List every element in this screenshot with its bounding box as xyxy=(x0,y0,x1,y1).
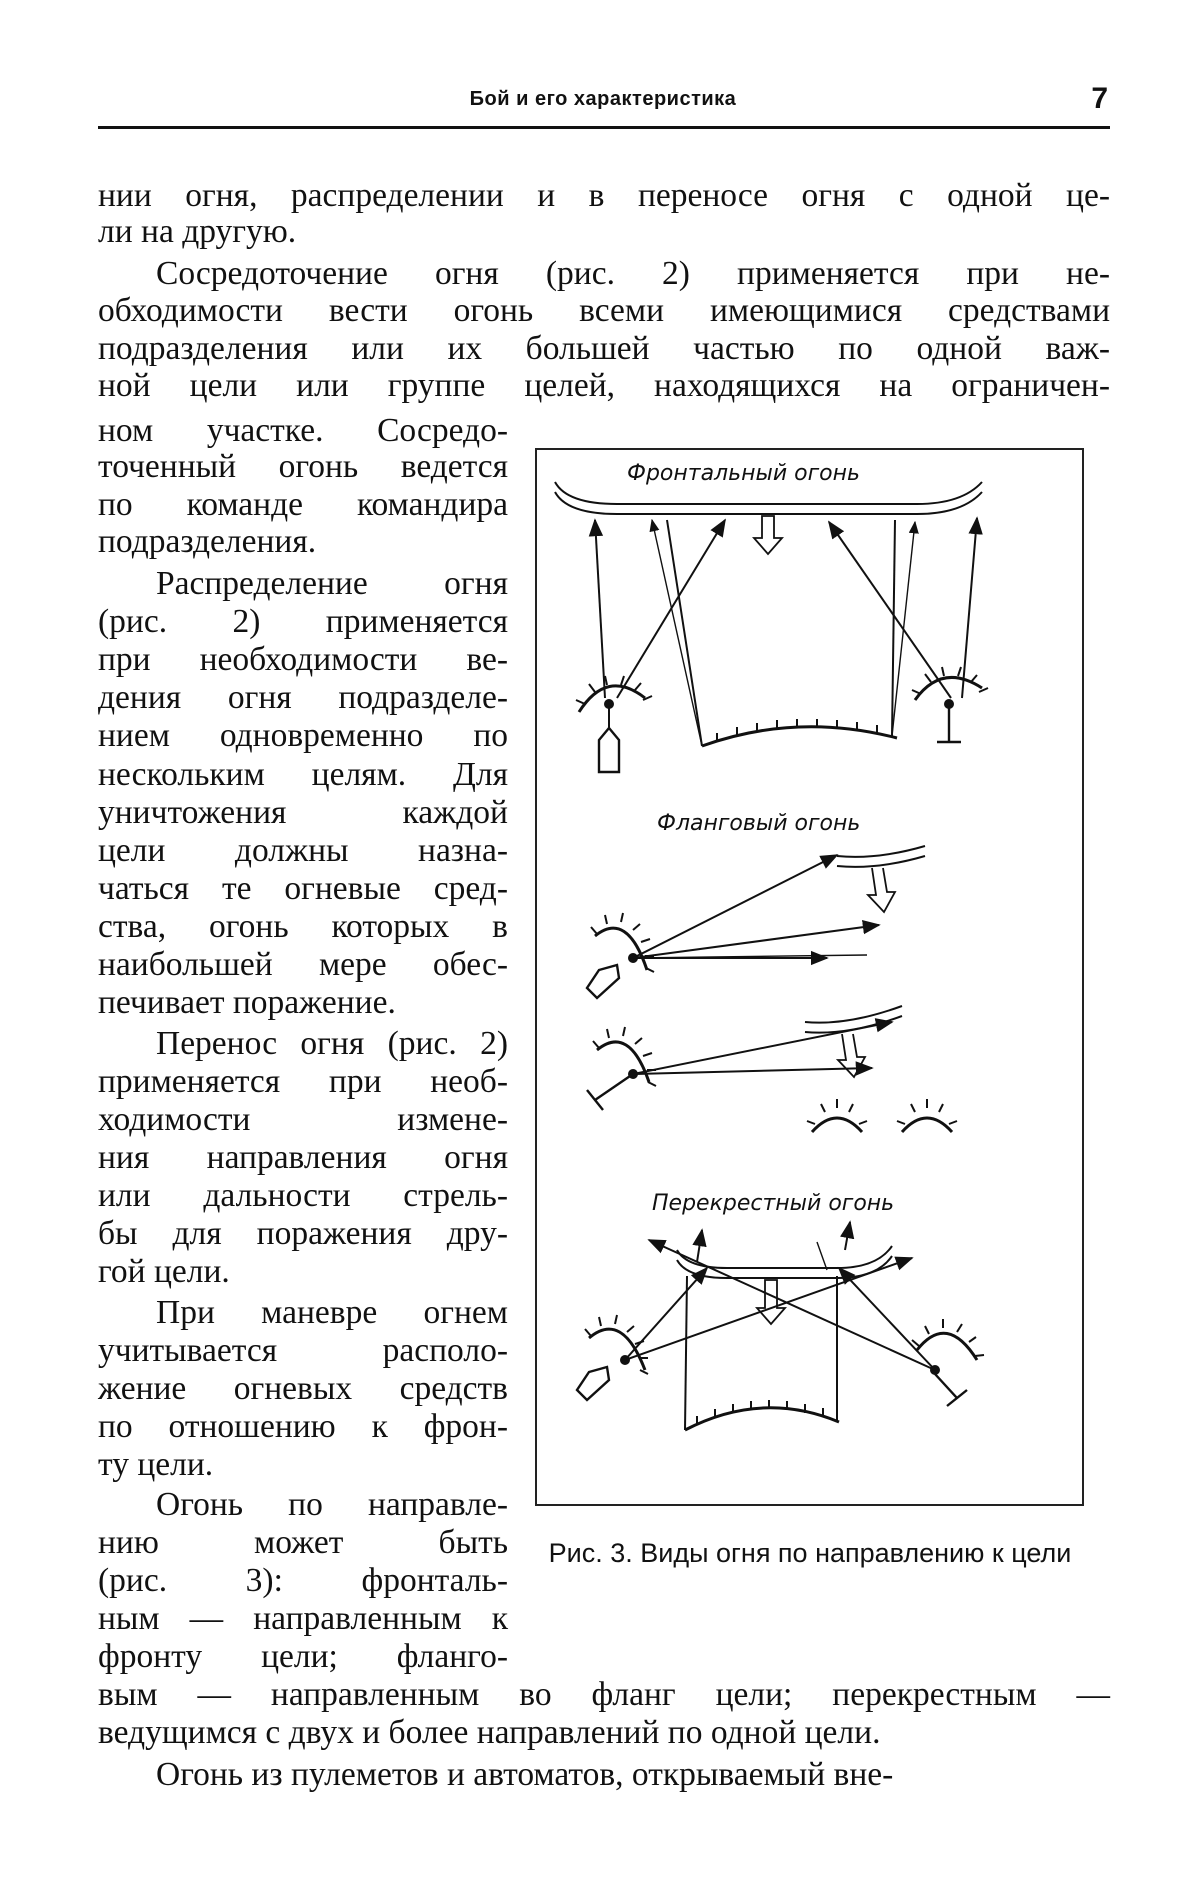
text-line: подразделения или их большей частью по одной важ- xyxy=(98,330,1110,367)
figure-3-frame xyxy=(535,448,1084,1506)
trench-arc xyxy=(702,727,897,746)
enemy-position-arc xyxy=(902,1118,952,1132)
text-line: Огонь по направле- xyxy=(156,1486,508,1523)
machine-gun-icon xyxy=(947,1390,967,1406)
text-line: гой цели. xyxy=(98,1253,230,1290)
text-line: уничтожения каждой xyxy=(98,794,508,831)
text-line: жение огневых средств xyxy=(98,1370,508,1407)
crossfire-panel xyxy=(577,1191,984,1430)
text-line: цели должны назна- xyxy=(98,832,508,869)
text-line: печивает поражение. xyxy=(98,984,396,1021)
frontal-fire-panel xyxy=(555,461,988,772)
text-line: при необходимости ве- xyxy=(98,641,508,678)
figure-label: Перекрестный огонь xyxy=(652,1191,895,1216)
text-line: ным — направленным к xyxy=(98,1600,508,1637)
text-line: или дальности стрель- xyxy=(98,1177,508,1214)
hollow-arrow-icon xyxy=(868,868,895,912)
enemy-position-arc xyxy=(812,1118,862,1132)
text-line: Сосредоточение огня (рис. 2) применяется при не- xyxy=(156,255,1110,292)
text-line: учитывается располо- xyxy=(98,1332,508,1369)
text-line: Распределение огня xyxy=(156,565,508,602)
text-line: ном участке. Сосредо- xyxy=(98,412,508,449)
tank-icon xyxy=(577,1367,609,1400)
text-line: ства, огонь которых в xyxy=(98,908,508,945)
text-line: вым — направленным во фланг цели; перекрестным — xyxy=(98,1676,1110,1713)
text-line: ведущимся с двух и более направлений по одной цели. xyxy=(98,1714,881,1751)
figure-3-diagram xyxy=(537,450,1082,1504)
header-rule xyxy=(98,126,1110,129)
text-line: точенный огонь ведется xyxy=(98,448,508,485)
text-line: наибольшей мере обес- xyxy=(98,946,508,983)
text-line: фронту цели; фланго- xyxy=(98,1638,508,1675)
running-head xyxy=(98,82,1108,122)
text-line: по команде командира xyxy=(98,486,508,523)
hollow-arrow-icon xyxy=(757,1280,785,1324)
flanking-fire-panel xyxy=(587,811,957,1132)
running-title: Бой и его характеристика xyxy=(469,88,737,110)
text-line: При маневре огнем xyxy=(156,1294,508,1331)
text-line: (рис. 2) применяется xyxy=(98,603,508,640)
text-line: ной цели или группе целей, находящихся на ограничен- xyxy=(98,367,1110,404)
hollow-arrow-icon xyxy=(754,516,782,554)
text-line: нием одновременно по xyxy=(98,717,508,754)
text-line: нии огня, распределении и в переносе огня с одной це- xyxy=(98,177,1110,214)
text-line: нию может быть xyxy=(98,1524,508,1561)
text-line: ходимости измене- xyxy=(98,1101,508,1138)
text-line: применяется при необ- xyxy=(98,1063,508,1100)
text-line: ту цели. xyxy=(98,1446,214,1483)
text-line: ния направления огня xyxy=(98,1139,508,1176)
text-line: подразделения. xyxy=(98,523,317,560)
hollow-arrow-icon xyxy=(838,1034,865,1077)
figure-label: Фланговый огонь xyxy=(657,811,861,836)
text-line: Перенос огня (рис. 2) xyxy=(156,1025,508,1062)
figure-label: Фронтальный огонь xyxy=(627,461,860,486)
text-line: нескольким целям. Для xyxy=(98,756,508,793)
page-number: 7 xyxy=(1091,82,1108,115)
figure-caption: Рис. 3. Виды огня по направлению к цели xyxy=(548,1538,1072,1568)
text-line: по отношению к фрон- xyxy=(98,1408,508,1445)
firing-position-arc xyxy=(589,1329,645,1370)
firing-position-arc xyxy=(597,1042,649,1082)
machine-gun-icon xyxy=(587,1090,603,1110)
tank-icon xyxy=(587,965,619,998)
text-line: бы для поражения дру- xyxy=(98,1215,508,1252)
text-line: дения огня подразделе- xyxy=(98,679,508,716)
text-line: Огонь из пулеметов и автоматов, открываемый вне- xyxy=(156,1756,894,1793)
firing-position-arc xyxy=(917,1333,977,1360)
tank-icon xyxy=(599,728,619,772)
text-line: (рис. 3): фронталь- xyxy=(98,1562,508,1599)
text-line: обходимости вести огонь всеми имеющимися средствами xyxy=(98,292,1110,329)
trench-arc xyxy=(685,1408,839,1430)
text-line: ли на другую. xyxy=(98,213,297,250)
text-line: чаться те огневые сред- xyxy=(98,870,508,907)
firing-position-arc xyxy=(595,928,647,970)
